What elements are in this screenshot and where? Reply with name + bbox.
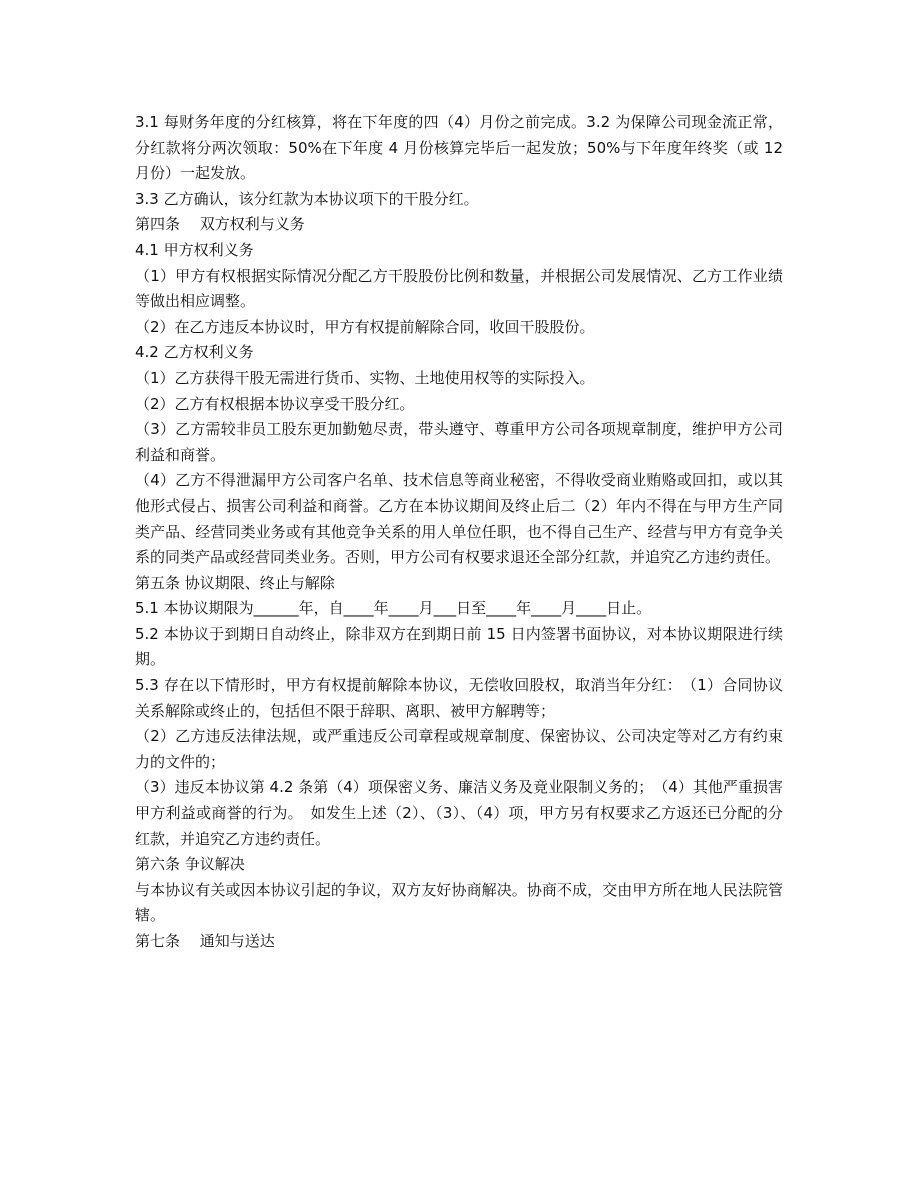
clause-4-2-item-2: （2）乙方有权根据本协议享受干股分红。: [135, 394, 415, 413]
clause-5-2: 5.2 本协议于到期日自动终止，除非双方在到期日前 15 日内签署书面协议，对本协议期限进行续期。: [135, 624, 783, 669]
clause-6-body: 与本协议有关或因本协议引起的争议，双方友好协商解决。协商不成，交由甲方所在地人民法院管辖。: [135, 880, 783, 925]
clause-4-2-heading: 4.2 乙方权利义务: [135, 343, 254, 362]
clause-4-1-item-2: （2）在乙方违反本协议时，甲方有权提前解除合同，收回干股股份。: [135, 317, 595, 336]
clause-5-3: 5.3 存在以下情形时，甲方有权提前解除本协议，无偿收回股权，取消当年分红： （1）合同协议关系解除或终止的，包括但不限于辞职、离职、被甲方解聘等；: [135, 676, 783, 720]
clause-5-1: 5.1 本协议期限为______年，自____年____月___日至____年____月____日止。: [135, 599, 652, 618]
clause-3-3: 3.3 乙方确认，该分红款为本协议项下的干股分红。: [135, 189, 479, 208]
document-page: [135, 110, 788, 955]
clause-5-3-item-3-4: （3）违反本协议第 4.2 条第（4）项保密义务、廉洁义务及竟业限制义务的； （4）其他严重损害甲方利益或商誉的行为。 如发生上述（2）、（3）、（4）项，甲方另有权要求乙方返还已分配的分红款，并追究乙方违约责任。: [135, 778, 783, 848]
clause-4-2-item-4: （4）乙方不得泄漏甲方公司客户名单、技术信息等商业秘密，不得收受商业贿赂或回扣，或以其他形式侵占、损害公司利益和商誉。乙方在本协议期间及终止后二（2）年内不得在与甲方生产同类产品、经营同类业务或有其他竞争关系的用人单位任职，也不得自己生产、经营与甲方有竞争关系的同类产品或经营同类业务。否则，甲方公司有权要求退还全部分红款，并追究乙方违约责任。: [135, 471, 783, 567]
clause-4-1-heading: 4.1 甲方权利义务: [135, 240, 254, 259]
article-7-heading: 第七条 通知与送达: [135, 932, 275, 950]
clause-3-1-3-2: 3.1 每财务年度的分红核算，将在下年度的四（4）月份之前完成。3.2 为保障公司现金流正常，分红款将分两次领取：50%在下年度 4 月份核算完毕后一起发放；50%与下年度年终奖（或 12 月份）一起发放。: [135, 113, 788, 183]
clause-4-2-item-3: （3）乙方需较非员工股东更加勤勉尽责，带头遵守、尊重甲方公司各项规章制度，维护甲方公司利益和商誉。: [135, 420, 783, 464]
article-5-heading: 第五条 协议期限、终止与解除: [135, 573, 335, 592]
article-6-heading: 第六条 争议解决: [135, 855, 245, 874]
clause-5-3-item-2: （2）乙方违反法律法规，或严重违反公司章程或规章制度、保密协议、公司决定等对乙方有约束力的文件的；: [135, 727, 783, 771]
clause-4-1-item-1: （1）甲方有权根据实际情况分配乙方干股股份比例和数量，并根据公司发展情况、乙方工作业绩等做出相应调整。: [135, 266, 783, 311]
clause-4-2-item-1: （1）乙方获得干股无需进行货币、实物、土地使用权等的实际投入。: [135, 368, 595, 387]
article-4-heading: 第四条 双方权利与义务: [135, 215, 305, 234]
